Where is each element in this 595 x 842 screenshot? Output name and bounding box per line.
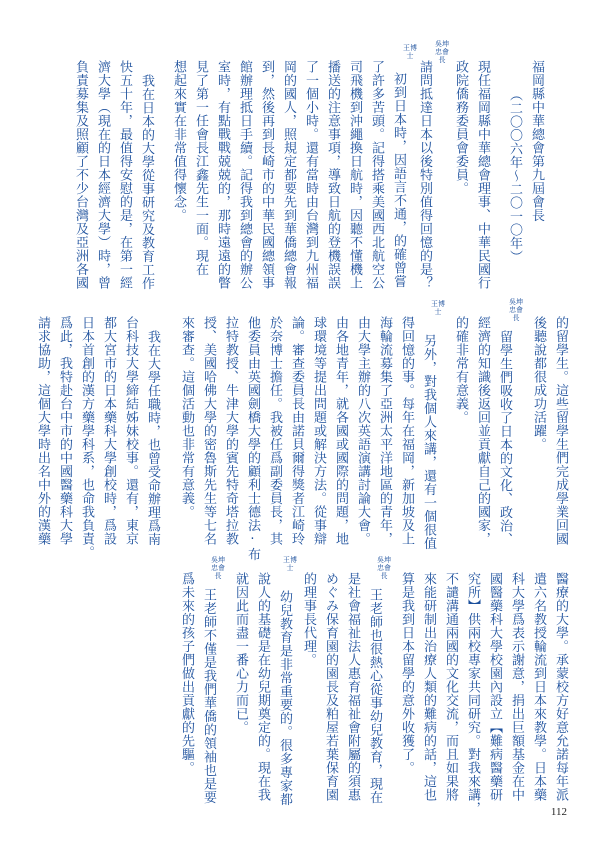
speaker-label-wu: 吳坤忠會長: [435, 40, 449, 64]
bottom-right-l8: 算是我到日本留學的意外收獲了。: [399, 572, 414, 775]
bottom-right-l7: 來能研制出治療人類的難病的話，這也: [421, 572, 436, 802]
answer-2-l5: 由各地青年，就各國或國際的問題，地: [333, 316, 348, 546]
speaker-label-wu: 吳坤忠會長: [211, 556, 225, 580]
bottom-right-l6: 不譴溝通兩國的文化交流，而且如果將: [443, 572, 458, 802]
intro-line1: 現任福岡縣中華總會理事、中華民國行: [475, 60, 490, 290]
bottom-right-l4: 國醫藥科大學校園內設立【難病醫藥研: [487, 572, 502, 802]
speaker-label-wang: 王博士: [431, 300, 445, 316]
title-line2: （二〇〇六年～二〇一〇年）: [507, 88, 522, 264]
question-4-l2: 爲未來的孩子們做出貢獻的先驅。: [179, 572, 194, 775]
answer-2-l4: 由大學主辦的八次英語演講討論大會。: [355, 316, 370, 546]
bottom-right-l3: 科大學爲表示謝意，捐出巨額基金在中: [509, 572, 524, 802]
page-number: 112: [550, 806, 567, 818]
speaker-label-wang: 王博士: [403, 44, 417, 60]
paragraph-2-l4: 負責募集及照顧了不少台灣及亞洲各國: [73, 60, 88, 290]
answer-1-l6: 岡的國人，照規定都要先到華僑總會報: [281, 60, 296, 290]
question-2-l1: 留學生們吸收了日本的文化、政治、: [497, 330, 512, 546]
continuation-l1: 的留學生。這些留學生們完成學業回國: [553, 316, 568, 546]
question-1: 請問抵達日本以後特別值得回憶的是？: [417, 60, 432, 290]
answer-2-l11: 授、美國哈佛大學的密魯斯先生等七名: [201, 316, 216, 546]
paragraph-3-l5: 爲此，我特赴台中市的中國醫藥科大學: [57, 316, 72, 546]
answer-2-l8: 於奈博士擔任。我被任爲副委員長，其: [267, 316, 282, 546]
paragraph-2-l1: 我在日本的大學從事研究及教育工作: [139, 74, 154, 290]
question-3-l2: 是社會福祉法人惠育福祉會附屬的須惠: [345, 572, 360, 802]
answer-1-l1: 初到日本時，因語言不通，的確曾嘗: [391, 72, 406, 288]
paragraph-2-l2: 快五十年，最值得安慰的是，在第一經: [117, 60, 132, 290]
paragraph-3-l2: 台科技大學締結姊妹校事。還有，東京: [123, 316, 138, 546]
answer-1-l9: 室時，有點戰戰兢兢的，那時遠遠的瞥: [215, 60, 230, 290]
paragraph-2-l3: 濟大學（現在的日本經濟大學）時，曾: [95, 60, 110, 290]
answer-1-l4: 播送的注意事項，導致日航的登機誤誤: [325, 60, 340, 290]
answer-1-l5: 了一個小時。還有當時由台灣到九州福: [303, 60, 318, 290]
answer-3-l1: 幼兒教育是非常重要的。很多專家都: [277, 590, 292, 806]
bottom-right-l2: 遣六名教授輪流到日本來教學。日本藥: [531, 572, 546, 802]
answer-2-l6: 球環境等提出問題或解決方法。從事辯: [311, 316, 326, 546]
answer-2-l10: 拉特教授、牛津大學的賓先特奇塔拉教: [223, 316, 238, 546]
question-2-l2: 經濟的知識後返回並貢獻自己的國家，: [475, 316, 490, 546]
answer-3-l3: 就因此而盡一番心力而已。: [233, 572, 248, 734]
speaker-label-wu: 吳坤忠會長: [377, 556, 391, 580]
answer-2-l7: 論。審查委員長由諾貝爾得獎者江崎玲: [289, 316, 304, 546]
speaker-label-wu: 吳坤忠會長: [509, 298, 523, 322]
paragraph-3-l4: 日本首創的漢方藥學科系，也命我負責。: [79, 316, 94, 559]
answer-2-l2: 得回憶的事。每年在福岡，新加坡及上: [399, 316, 414, 546]
answer-2-l1: 另外，對我個人來講，還有一個很值: [421, 334, 436, 550]
question-4-l1: 王老師不僅是我們華僑的領袖也是要: [201, 588, 216, 804]
paragraph-3-l3: 都大宮市的日本藥科大學創校時，爲設: [101, 316, 116, 546]
answer-1-l3: 司飛機到沖繩換日航時，因聽不懂機上: [347, 60, 362, 290]
answer-3-l2: 說人的基礎是在幼兒期奠定的。現在我: [255, 572, 270, 802]
answer-1-l8: 館辦理抵日手續。記得我到總會的辦公: [237, 60, 252, 290]
speaker-label-wang: 王博士: [283, 556, 297, 572]
answer-2-l9: 他委員由英國劍橋大學的顧利士德法·布: [245, 316, 260, 561]
paragraph-3-l6: 請求協助，這個大學時出名中外的漢藥: [35, 316, 50, 546]
answer-1-l2: 了許多苦頭。記得搭乘美國西北航空公: [369, 60, 384, 290]
answer-2-l3: 海輪流募集了亞洲太平洋地區的青年，: [377, 316, 392, 546]
answer-1-l7: 到，然後再到長崎市的中華民國總領事: [259, 60, 274, 290]
answer-2-l12: 來審查。這個活動也非常有意義。: [179, 316, 194, 519]
bottom-right-l5: 究所】供兩校專家共同研究。對我來講，: [465, 572, 480, 815]
continuation-l2: 後聽說都很成功活躍。: [531, 316, 546, 451]
intro-line2: 政院僑務委員會委員。: [453, 60, 468, 195]
question-3-l4: 的理事長代理。: [301, 572, 316, 667]
bottom-right-l1: 醫療的大學。承蒙校方好意允諾每年派: [553, 572, 568, 802]
title-line1: 福岡縣中華總會第九屆會長: [529, 60, 544, 222]
question-3-l3: めぐみ保育園的園長及粕屋若葉保育園: [323, 572, 338, 802]
paragraph-3-l1: 我在大學任職時，也曾受命辦理爲南: [145, 330, 160, 546]
answer-1-l11: 想起來實在非常值得懷念。: [171, 60, 186, 222]
answer-1-l10: 見了第一任會長江鑫先生一面。現在: [193, 60, 208, 276]
question-3-l1: 王老師也很熱心從事幼兒教育，現在: [367, 588, 382, 804]
question-2-l3: 的確非常有意義。: [453, 316, 468, 424]
